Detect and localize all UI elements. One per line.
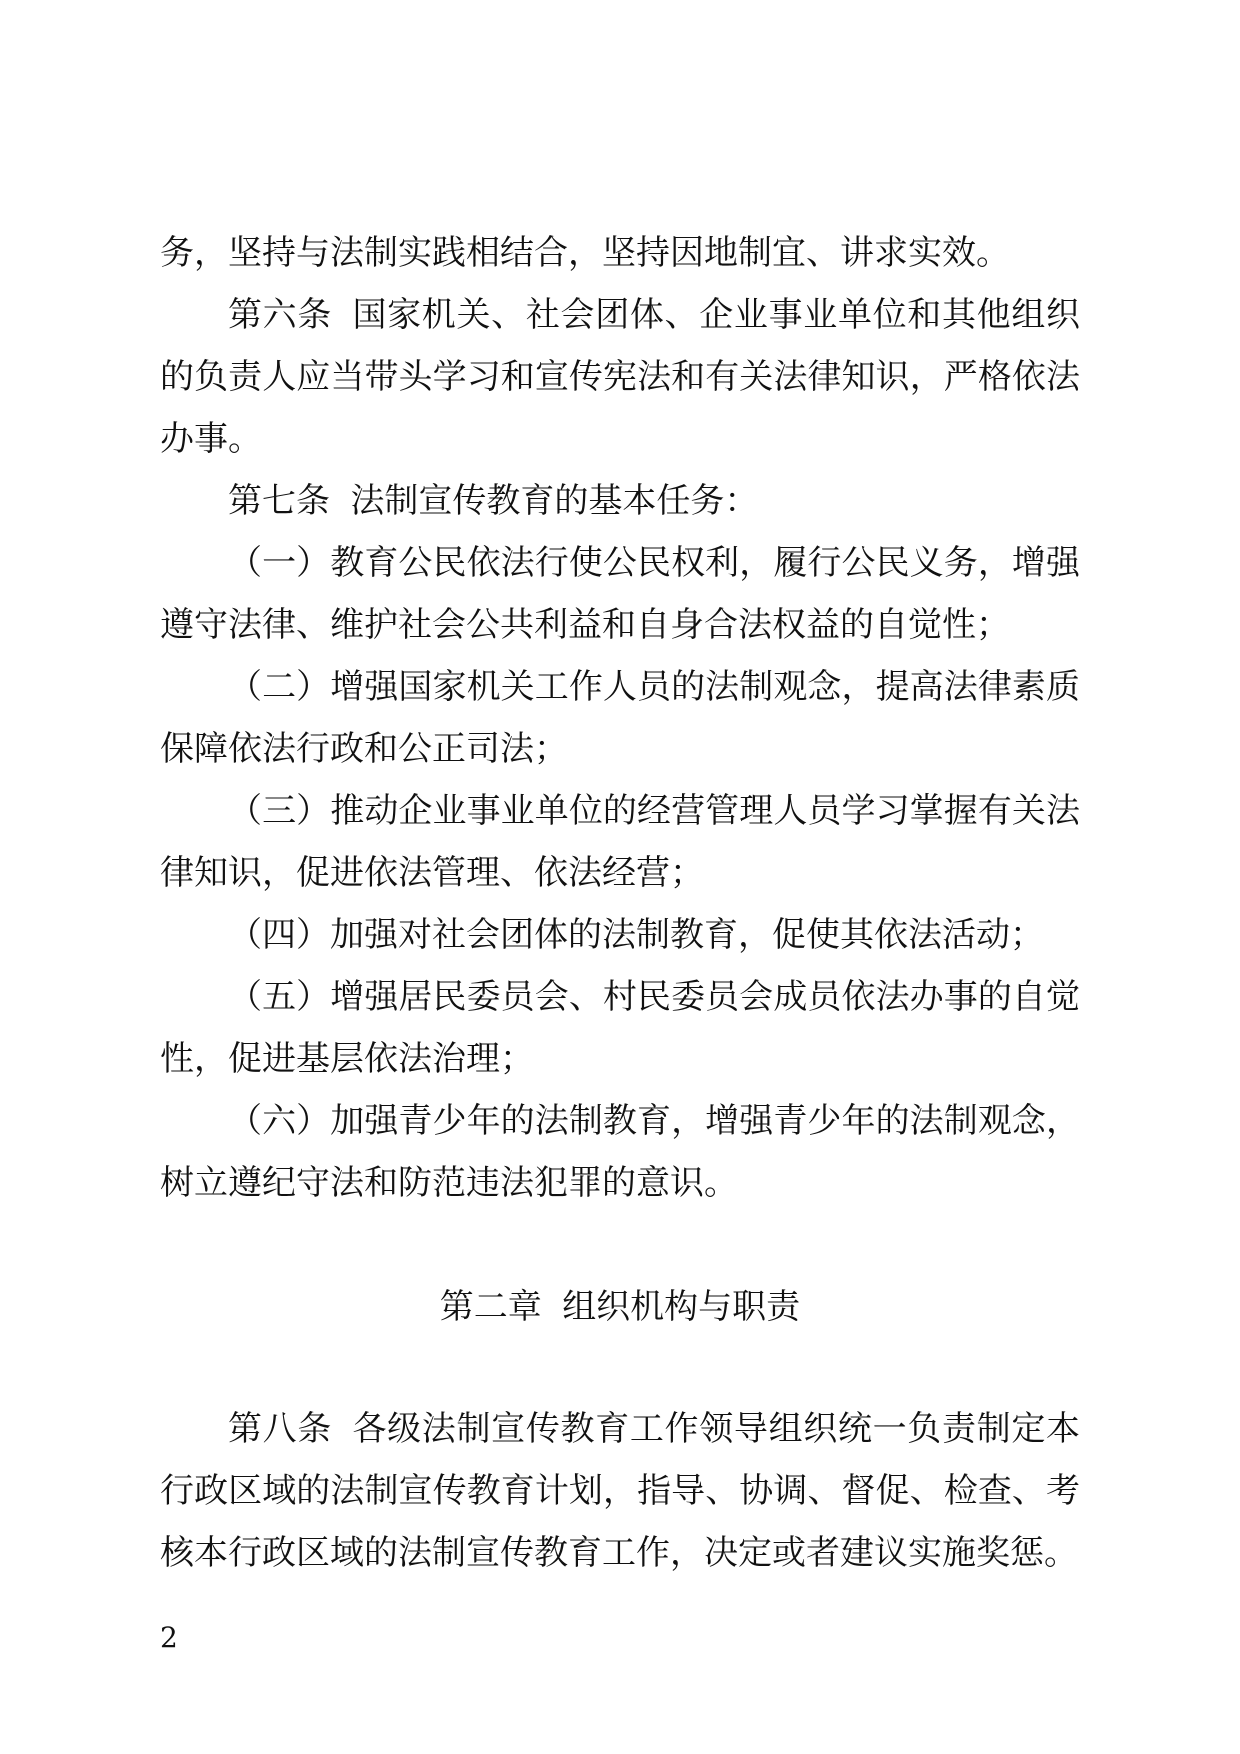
article-6-heading: 第六条 (228, 295, 333, 335)
article-8 (160, 1398, 1080, 1584)
article-6 (160, 284, 1080, 470)
article-6-text: 国家机关、社会团体、企业事业单位和其他组织的负责人应当带头学习和宣传宪法和有关法律知识，严格依法办事。 (160, 295, 1081, 459)
article-7-heading: 第七条 (228, 481, 330, 521)
article-8-text: 各级法制宣传教育工作领导组织统一负责制定本行政区域的法制宣传教育计划，指导、协调、督促、检查、考核本行政区域的法制宣传教育工作，决定或者建议实施奖惩。 (160, 1409, 1081, 1573)
article-7 (160, 470, 1080, 532)
list-item-1: （一）教育公民依法行使公民权利，履行公民义务，增强遵守法律、维护社会公共利益和自身合法权益的自觉性； (160, 543, 1080, 645)
chapter-heading (160, 1276, 1080, 1338)
list-item-4: （四）加强对社会团体的法制教育，促使其依法活动； (228, 915, 1044, 955)
chapter-title: 组织机构与职责 (562, 1287, 801, 1327)
page-number: 2 (160, 1621, 178, 1654)
list-item-3: （三）推动企业事业单位的经营管理人员学习掌握有关法律知识，促进依法管理、依法经营； (160, 791, 1080, 893)
list-item-6: （六）加强青少年的法制教育，增强青少年的法制观念，树立遵纪守法和防范违法犯罪的意识。 (160, 1101, 1080, 1203)
list-item-2: （二）增强国家机关工作人员的法制观念，提高法律素质保障依法行政和公正司法； (160, 667, 1080, 769)
chapter-spacer-top (160, 1214, 1080, 1276)
document-body (160, 222, 1080, 1584)
paragraph-continuation: 务，坚持与法制实践相结合，坚持因地制宜、讲求实效。 (160, 233, 1010, 273)
chapter-number: 第二章 (439, 1287, 542, 1327)
article-7-text: 法制宣传教育的基本任务： (350, 481, 759, 521)
list-item-5: （五）增强居民委员会、村民委员会成员依法办事的自觉性，促进基层依法治理； (160, 977, 1080, 1079)
chapter-spacer-bottom (160, 1338, 1080, 1398)
article-8-heading: 第八条 (228, 1409, 333, 1449)
